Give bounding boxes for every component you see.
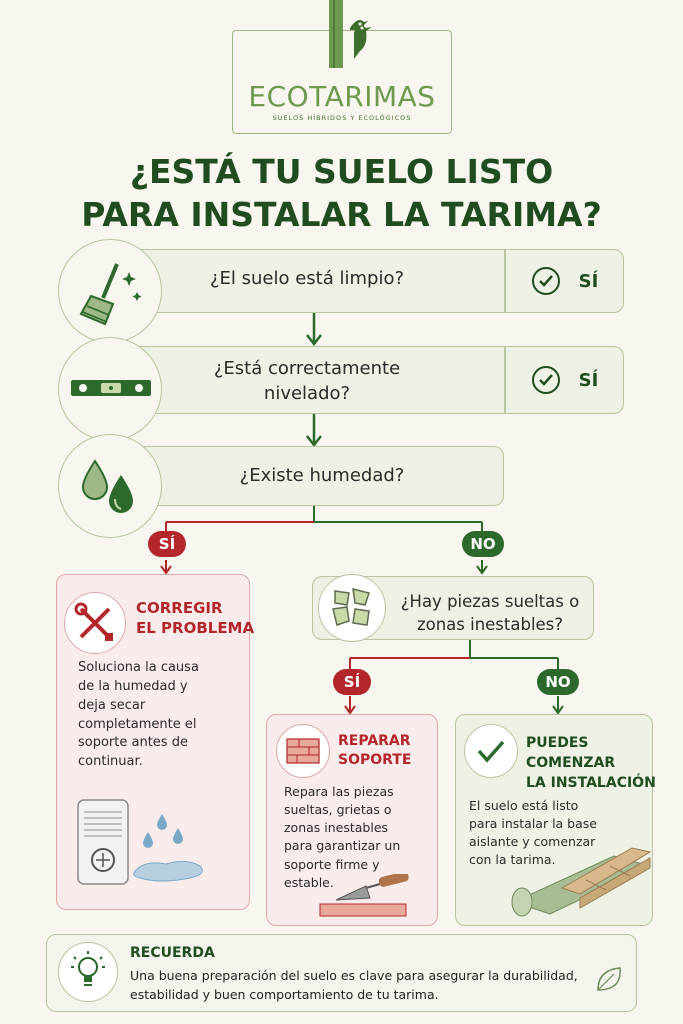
text-line: soporte antes de [78,735,188,751]
check-icon-circle [464,724,518,778]
correct-text [78,659,199,772]
logo-name: ECOTARIMAS [248,80,436,113]
answer-label: SÍ [578,270,599,292]
question-line-2: zonas inestables? [416,615,564,634]
text-line: aislante y comenzar [469,834,596,850]
correct-title [136,598,254,639]
text-line: con la tarima. [469,852,556,868]
title-line-3: LA INSTALACIÓN [526,775,656,791]
text-line: para garantizar un [284,838,401,854]
branch-no-badge: NO [462,531,504,557]
branch-connector-2 [340,640,570,716]
reminder-text [130,966,578,1004]
logo-tagline: SUELOS HÍBRIDOS Y ECOLÓGICOS [272,114,412,122]
reminder-line-2: estabilidad y buen comportamiento de tu tarima. [130,987,439,1002]
trowel-icon [314,874,414,920]
step-humidity-question: ¿Existe humedad? [239,465,405,486]
text-line: deja secar [78,697,146,713]
wrench-screwdriver-icon [65,593,125,653]
tree-trunk-icon [320,20,352,68]
step-clean-question: ¿El suelo está limpio? [209,268,405,289]
text-line: para instalar la base [469,816,597,832]
lightbulb-icon [59,943,117,1001]
bricks-icon [277,725,329,777]
broom-icon-circle [58,239,162,343]
leaf-icon [592,962,626,996]
question-line-1: ¿Está correctamente [213,358,401,379]
broom-icon [59,240,163,344]
dehumidifier-puddle-icon [74,792,244,888]
step-level-question [110,356,504,406]
check-icon [465,725,517,777]
broken-tiles-icon [319,575,385,641]
title-line-1: CORREGIR [136,599,223,617]
water-drops-icon [59,435,163,539]
text-line: Soluciona la causa [78,660,199,675]
title-line-2: COMENZAR [526,755,616,771]
water-icon-circle [58,434,162,538]
title-line-1: REPARAR [338,733,411,749]
text-line: completamente el [78,716,197,732]
text-line: de la humedad y [78,678,188,694]
branch-yes-badge: SÍ [148,531,186,557]
title-line-2: EL PROBLEMA [136,619,255,638]
text-line: sueltas, grietas o [284,802,392,818]
text-line: Repara las piezas [284,784,394,799]
loose-pieces-question [390,590,590,636]
text-line: estable. [284,874,334,890]
page-title [0,150,683,236]
title-line-2: SOPORTE [338,751,412,768]
lightbulb-icon-circle [58,942,118,1002]
branch-connector [150,506,500,576]
reminder-line-1: Una buena preparación del suelo es clave para asegurar la durabilidad, [130,968,578,983]
branch-yes-badge-2: SÍ [333,669,371,695]
step-level-answer [505,346,624,414]
branch-no-badge-2: NO [537,669,579,695]
text-line: El suelo está listo [469,798,579,813]
title-line-2: PARA INSTALAR LA TARIMA? [81,195,602,234]
text-line: zonas inestables [284,820,389,836]
repair-title [338,732,411,770]
start-title [526,733,656,793]
flooring-underlay-icon [506,832,652,918]
level-icon [59,338,163,442]
step-clean-answer [505,249,624,313]
question-line-2: nivelado? [263,383,351,404]
wrench-icon-circle [64,592,126,654]
level-icon-circle [58,337,162,441]
title-line-1: PUEDES [526,735,589,751]
bricks-icon-circle [276,724,330,778]
answer-label: SÍ [578,369,599,391]
text-line: continuar. [78,754,143,770]
broken-tiles-circle [318,574,386,642]
arrow-down-1 [304,313,324,347]
check-circle-icon [531,365,561,395]
question-line-1: ¿Hay piezas sueltas o [400,592,580,611]
woodpecker-icon [350,18,380,60]
check-circle-icon [531,266,561,296]
title-line-1: ¿ESTÁ TU SUELO LISTO [129,152,554,191]
reminder-title: RECUERDA [130,945,215,961]
text-line: soporte firme y [284,856,380,872]
arrow-down-2 [304,414,324,448]
